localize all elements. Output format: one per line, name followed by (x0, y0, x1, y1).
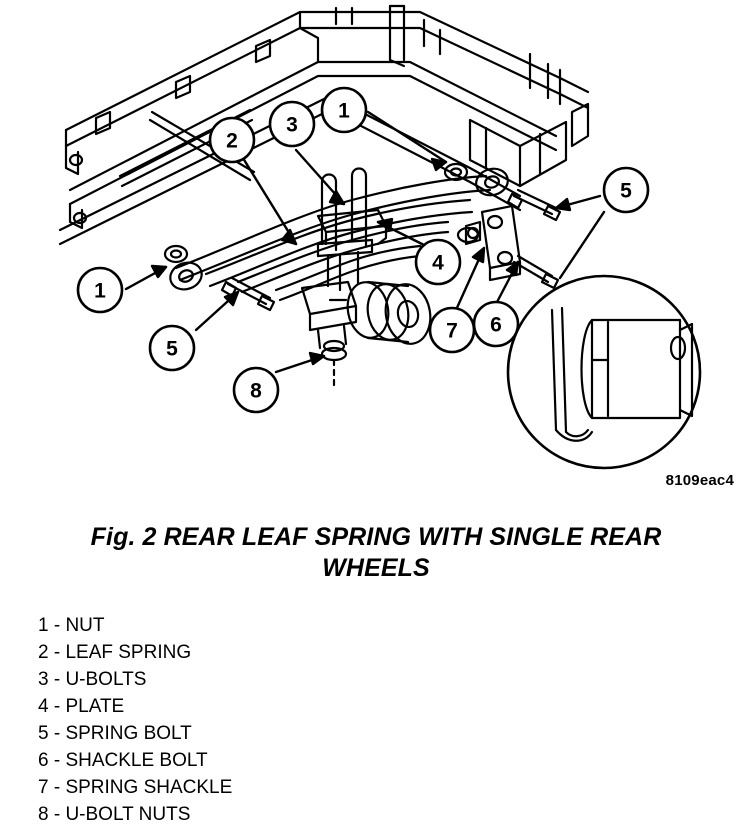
detail-inset (508, 276, 700, 468)
list-item: 6 - SHACKLE BOLT (38, 749, 208, 771)
callout-1-top-label: 1 (338, 99, 350, 123)
list-item: 7 - SPRING SHACKLE (38, 776, 233, 798)
list-item: 5 - SPRING BOLT (38, 722, 192, 744)
figure-caption-line-2: WHEELS (322, 553, 430, 582)
callout-5-right-label: 5 (620, 179, 632, 203)
part-code-label: 8109eac4 (665, 472, 734, 489)
callout-bubbles (78, 88, 648, 412)
list-item: 2 - LEAF SPRING (38, 641, 192, 663)
callout-7-label: 7 (446, 319, 458, 343)
list-item: 4 - PLATE (38, 695, 125, 717)
callout-5-left-label: 5 (166, 337, 178, 361)
list-item: 1 - NUT (38, 615, 105, 636)
callout-3-label: 3 (286, 113, 298, 137)
list-item: 3 - U-BOLTS (38, 668, 147, 690)
list-item: 8 - U-BOLT NUTS (38, 803, 191, 825)
figure-caption (54, 522, 698, 583)
callout-4-label: 4 (432, 251, 444, 275)
parts-legend (38, 613, 752, 829)
callout-6-label: 6 (490, 313, 502, 337)
callout-1-left-label: 1 (94, 279, 106, 303)
callout-2-label: 2 (226, 129, 238, 153)
callout-8-label: 8 (250, 379, 262, 403)
rear-axle-assembly (302, 279, 435, 386)
figure-caption-line-1: Fig. 2 REAR LEAF SPRING WITH SINGLE REAR (90, 523, 662, 551)
